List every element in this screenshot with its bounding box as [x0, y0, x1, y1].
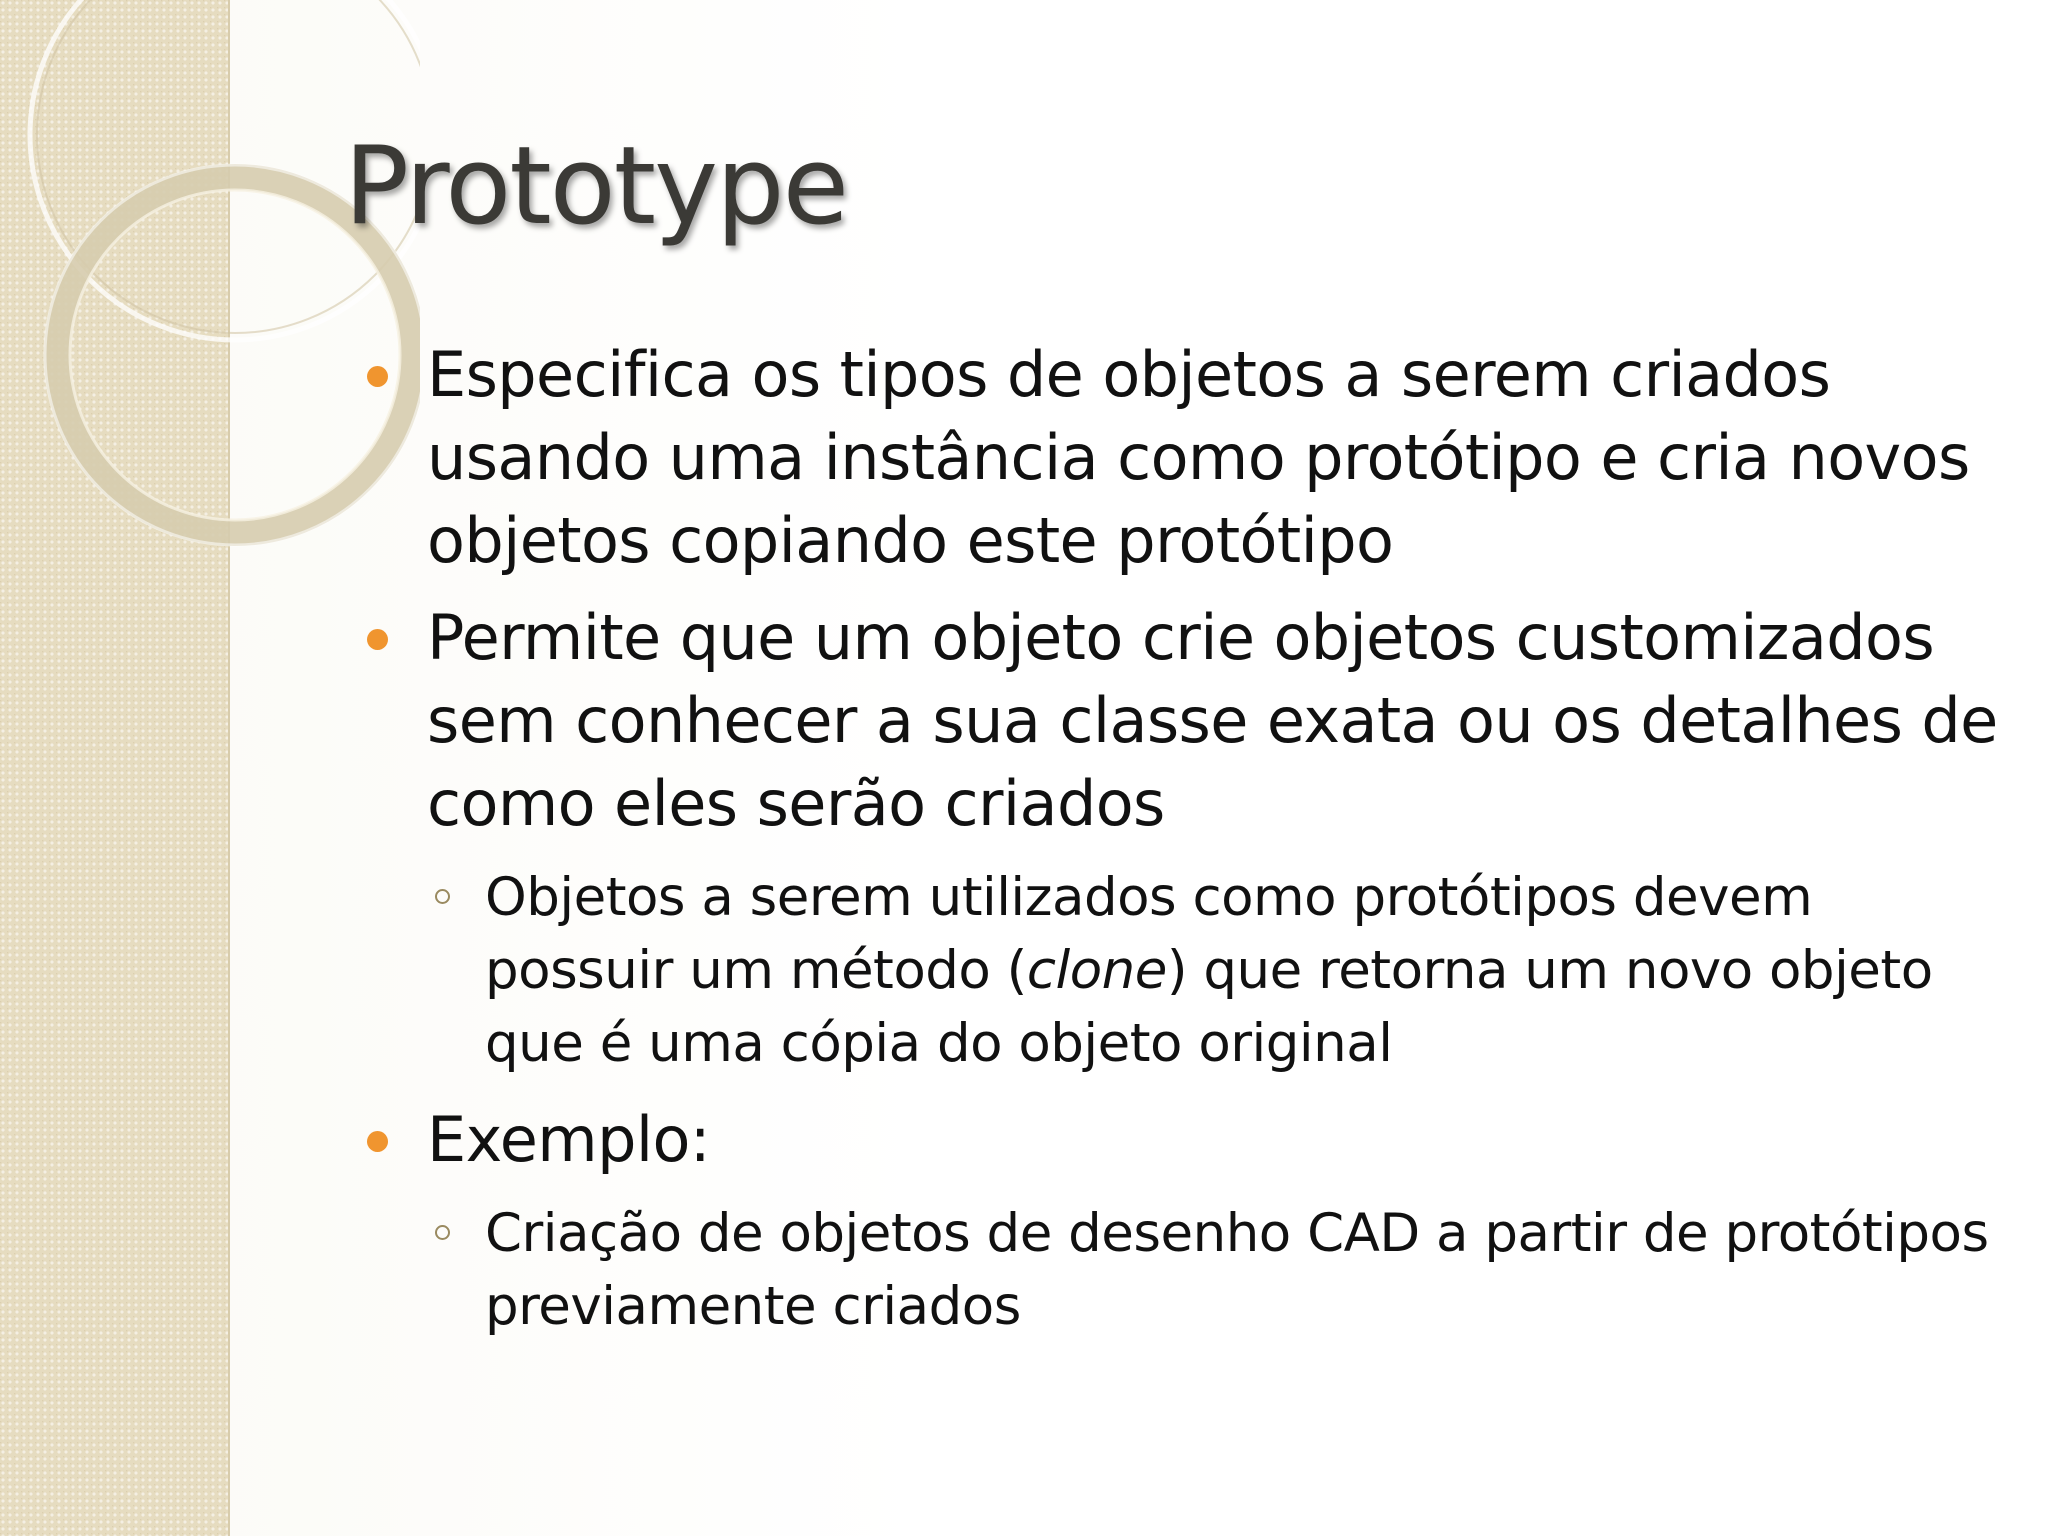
bullet-dot-icon [367, 1131, 388, 1152]
bullet-text: Permite que um objeto crie objetos customizados sem conhecer a sua classe exata ou os detalhes de como eles serão criados [427, 601, 1998, 840]
sub-bullet-text-emphasis: clone [1026, 940, 1167, 1001]
bullet-list [355, 333, 2015, 1361]
sub-bullet-item-objetos [355, 861, 2015, 1080]
bullet-item-permite [355, 596, 2015, 845]
sub-bullet-text: Criação de objetos de desenho CAD a partir de protótipos previamente criados [485, 1203, 1989, 1337]
bullet-dot-icon [367, 629, 388, 650]
bullet-item-especifica [355, 333, 2015, 582]
bullet-item-exemplo [355, 1098, 2015, 1181]
bullet-ring-icon [435, 1225, 450, 1240]
sub-bullet-text-before: Objetos a serem utilizados como protótipos devem possuir um método ( [485, 867, 1813, 1001]
bullet-dot-icon [367, 366, 388, 387]
slide-title: Prototype [344, 124, 848, 249]
sub-bullet-text-after: ) que retorna um novo objeto que é uma cópia do objeto original [485, 940, 1933, 1074]
bullet-text: Exemplo: [427, 1103, 711, 1176]
bullet-text: Especifica os tipos de objetos a serem criados usando uma instância como protótipo e cria novos objetos copiando este protótipo [427, 338, 1970, 577]
sub-bullet-item-exemplo [355, 1197, 2015, 1343]
decorative-sidebar [0, 0, 230, 1536]
bullet-ring-icon [435, 889, 450, 904]
